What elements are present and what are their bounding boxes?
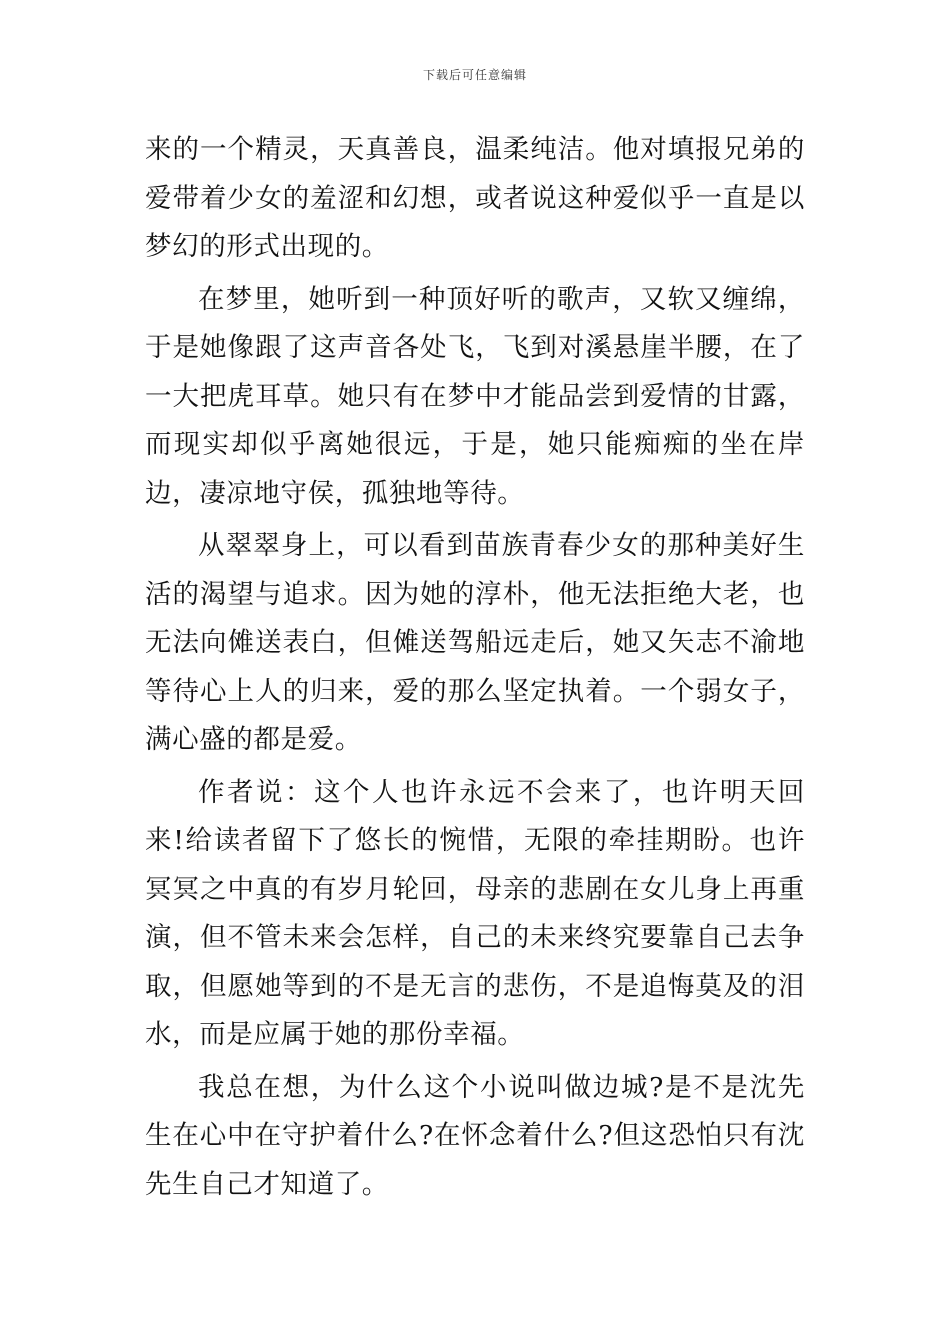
header-note: 下载后可任意编辑: [422, 68, 527, 82]
paragraph-5: 我总在想，为什么这个小说叫做边城?是不是沈先生在心中在守护着什么?在怀念着什么?但这恐怕只有沈先生自己才知道了。: [145, 1071, 805, 1200]
paragraph-4: 作者说：这个人也许永远不会来了，也许明天回来!给读者留下了悠长的惋惜，无限的牵挂期盼。也许冥冥之中真的有岁月轮回，母亲的悲剧在女儿身上再重演，但不管未来会怎样，自己的未来终究要靠自己去争取，但愿她等到的不是无言的悲伤，不是追悔莫及的泪水，而是应属于她的那份幸福。: [145, 776, 805, 1050]
paragraph-3: 从翠翠身上，可以看到苗族青春少女的那种美好生活的渴望与追求。因为她的淳朴，他无法拒绝大老，也无法向傩送表白，但傩送驾船远走后，她又矢志不渝地等待心上人的归来，爱的那么坚定执着。一个弱女子，满心盛的都是爱。: [145, 530, 805, 755]
paragraph-2: 在梦里，她听到一种顶好听的歌声，又软又缠绵，于是她像跟了这声音各处飞，飞到对溪悬崖半腰，在了一大把虎耳草。她只有在梦中才能品尝到爱情的甘露，而现实却似乎离她很远，于是，她只能痴痴的坐在岸边，凄凉地守侯，孤独地等待。: [145, 283, 805, 509]
paragraph-1: 来的一个精灵，天真善良，温柔纯洁。他对填报兄弟的爱带着少女的羞涩和幻想，或者说这种爱似乎一直是以梦幻的形式出现的。: [145, 134, 805, 262]
document-body: [145, 126, 805, 1209]
